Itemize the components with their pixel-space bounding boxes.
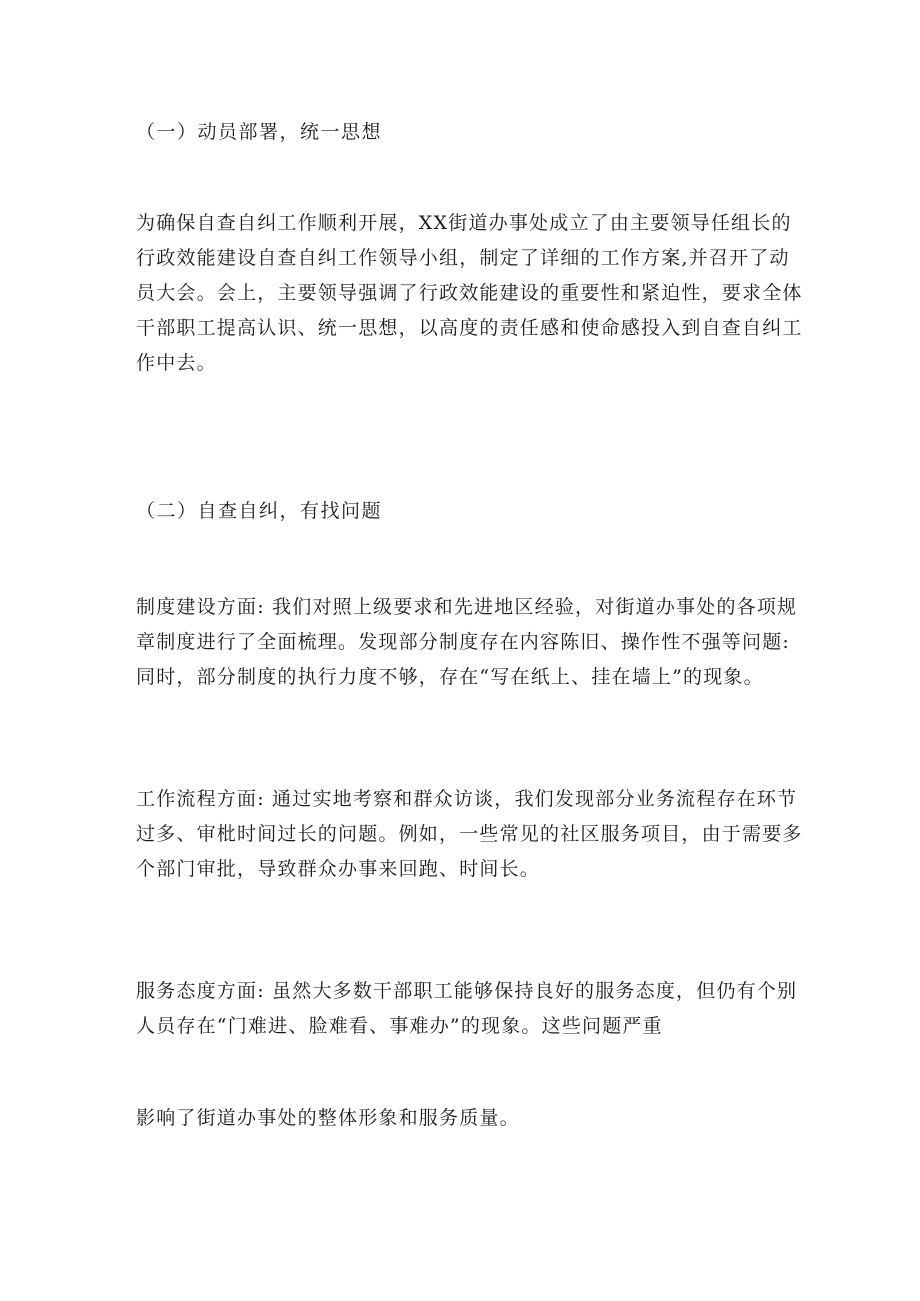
paragraph-line: 服务态度方面: 虽然大多数干部职工能够保持良好的服务态度，但仍有个别 [136,980,798,1002]
paragraph-line: 工作流程方面: 通过实地考察和群众访谈，我们发现部分业务流程存在环节 [136,788,798,810]
workflow-paragraph [136,782,803,887]
paragraph-line: 制度建设方面: 我们对照上级要求和先进地区经验，对街道办事处的各项规 [136,596,798,618]
paragraph-line: 行政效能建设自查自纠工作领导小组，制定了详细的工作方案,并召开了动 [136,247,790,269]
paragraph-line: 同时，部分制度的执行力度不够，存在“写在纸上、挂在墙上”的现象。 [136,666,764,688]
paragraph-line: 章制度进行了全面梳理。发现部分制度存在内容陈旧、操作性不强等问题: [136,631,791,653]
paragraph-line: 作中去。 [136,352,217,374]
service-paragraph [136,974,798,1044]
section-1-paragraph [136,206,803,381]
paragraph-line: 人员存在“门难进、脸难看、事难办”的现象。这些问题严重 [136,1015,663,1037]
paragraph-line: 个部门审批，导致群众办事来回跑、时间长。 [136,858,541,880]
section-1-heading: （一）动员部署，统一思想 [136,121,383,143]
paragraph-line: 干部职工提高认识、统一思想，以高度的责任感和使命感投入到自查自纠工 [136,317,803,339]
institution-paragraph [136,590,798,695]
paragraph-line: 为确保自查自纠工作顺利开展，XX街道办事处成立了由主要领导任组长的 [136,212,792,234]
service-paragraph-tail: 影响了街道办事处的整体形象和服务质量。 [136,1107,520,1129]
section-2-heading: （二）自查自纠，有找问题 [136,500,383,522]
paragraph-line: 过多、审枇时间过长的问题。例如，一些常见的社区服务项目，由于需要多 [136,823,803,845]
paragraph-line: 员大会。会上，主要领导强调了行政效能建设的重要性和紧迫性，要求全体 [136,282,803,304]
